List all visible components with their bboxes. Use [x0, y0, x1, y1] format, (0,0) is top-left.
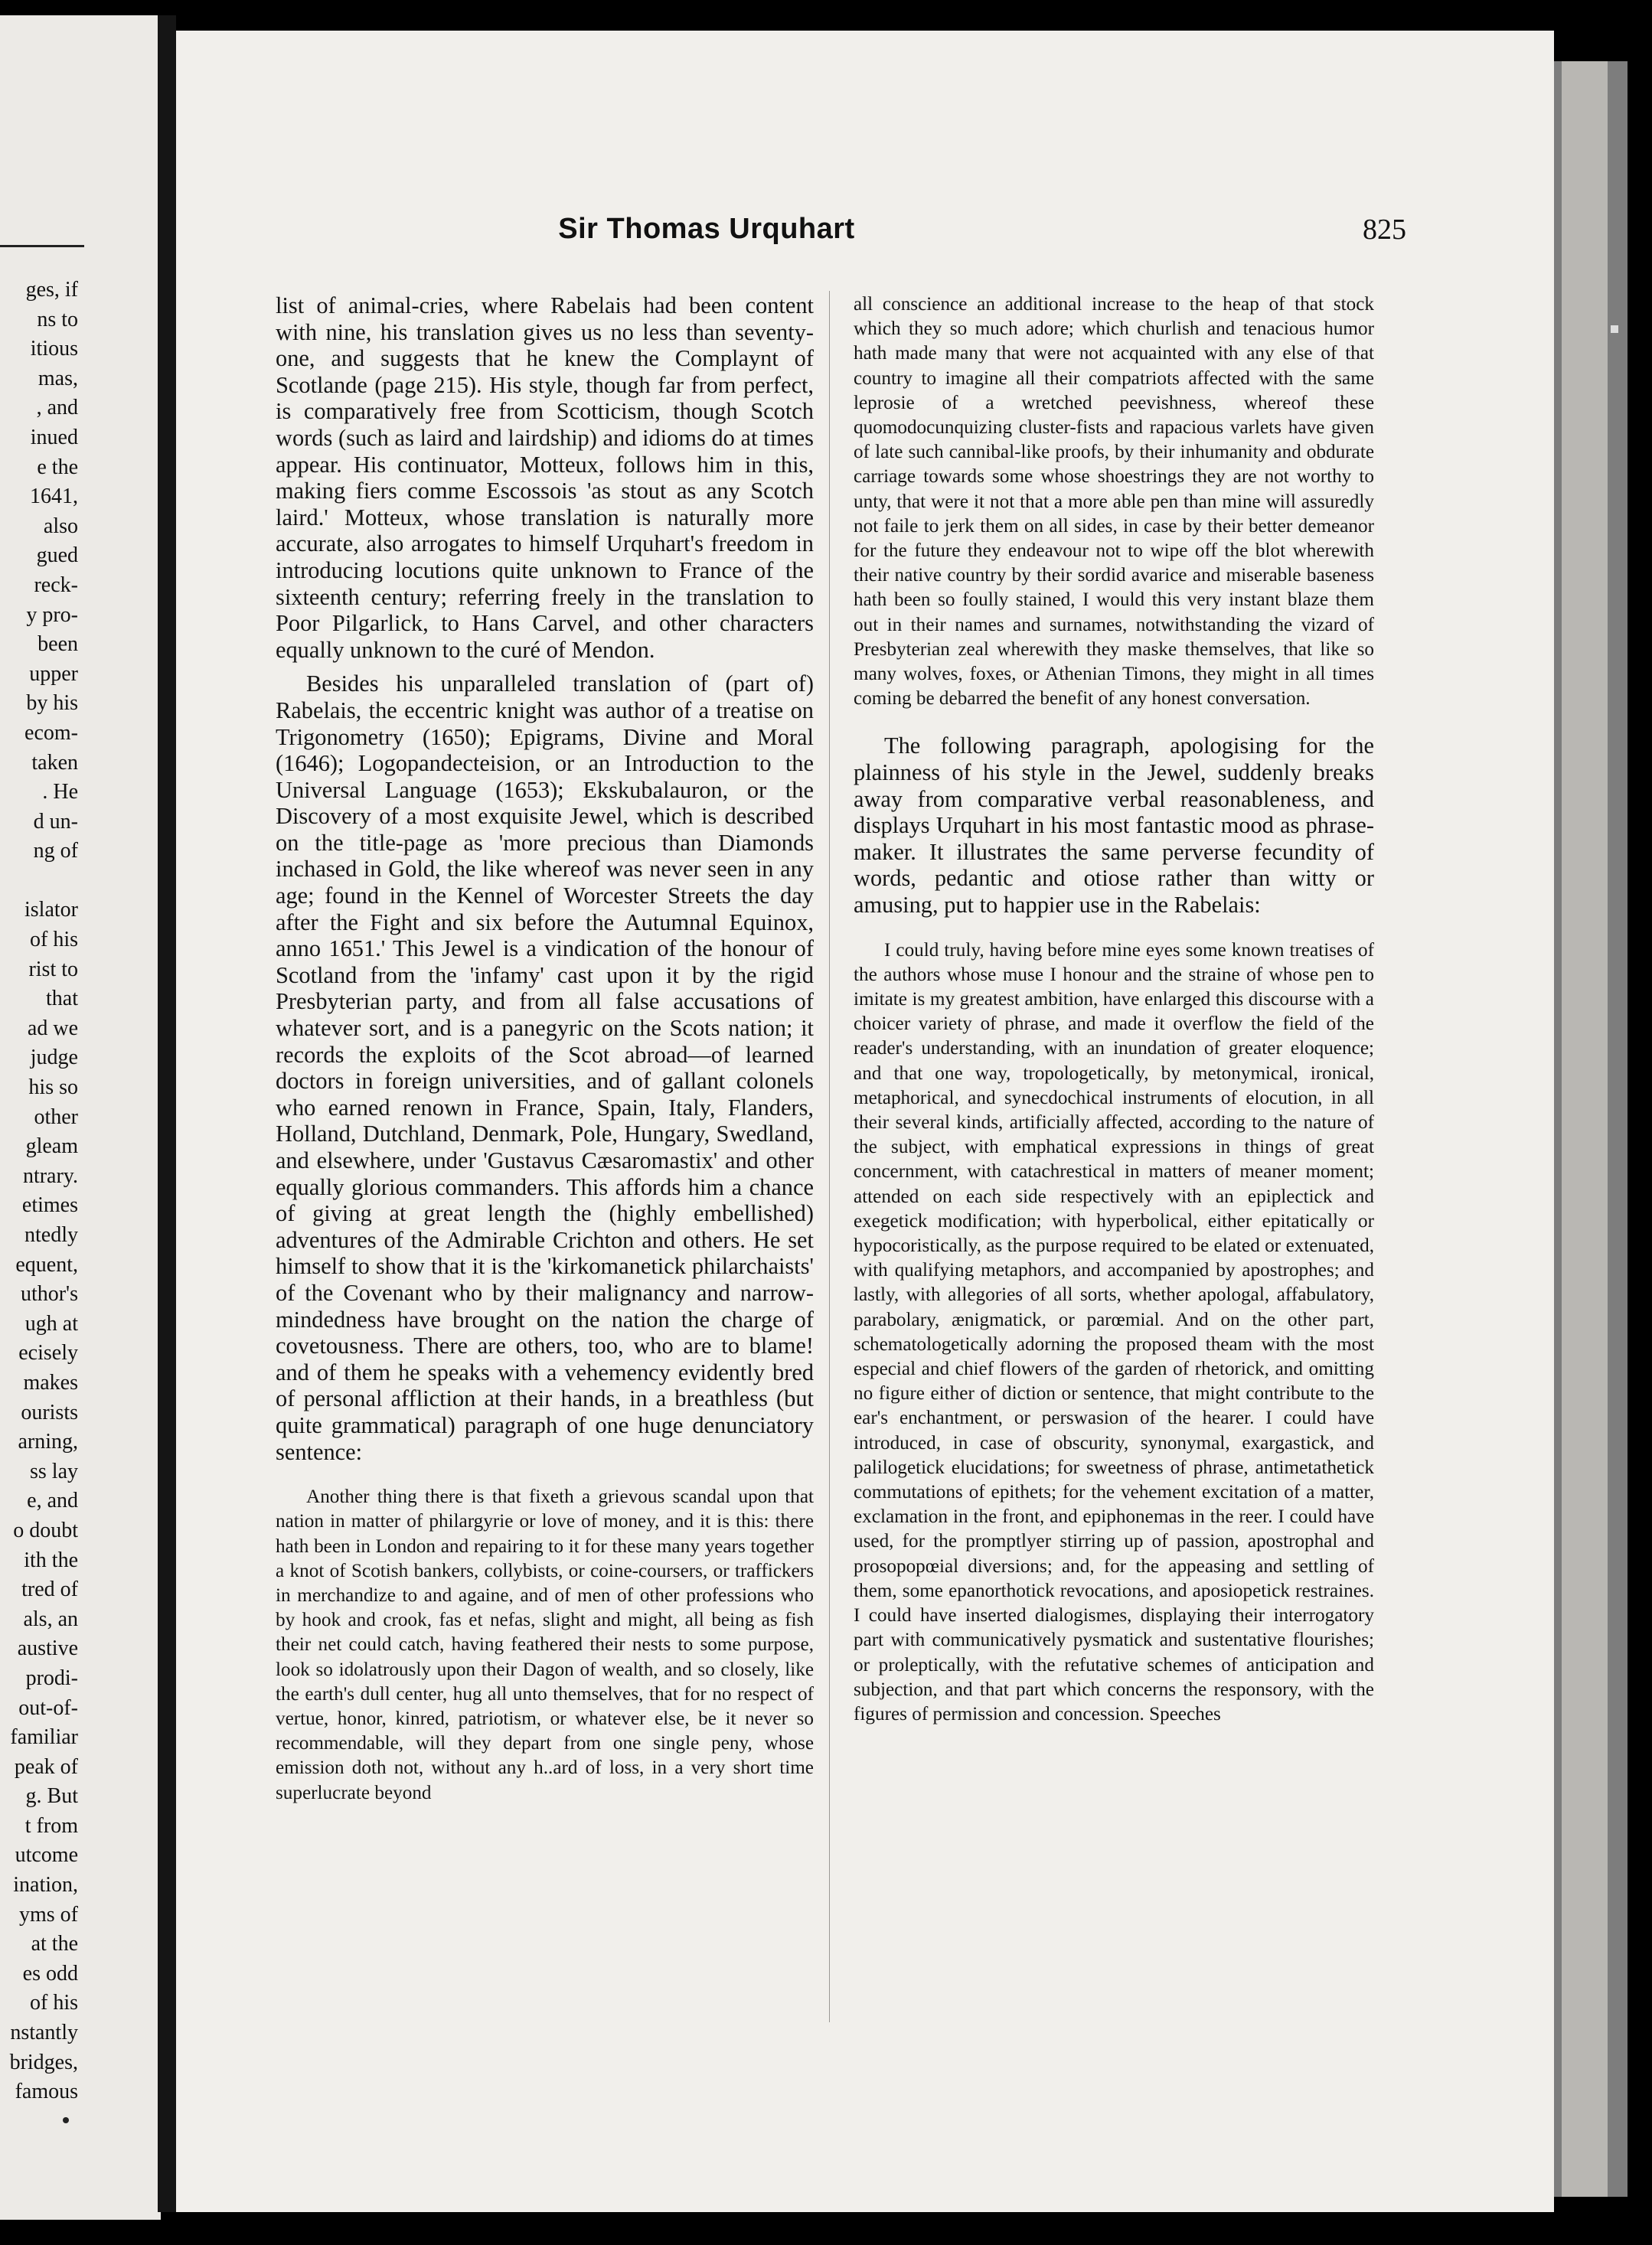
left-page-line: that	[46, 987, 78, 1011]
paragraph-rabelais-translation: list of animal-cries, where Rabelais had been content with nine, his translation gives us no less than seventy-one, and suggests that he knew the Complaynt of Scotlande (page 215). His style, though far from perfect, is comparatively free from Scotticism, though Scotch words (such as laird and lairdship) and idioms do at times appear. His continuator, Motteux, follows him in this, making fiers comme Escossois 'as stout as any Scotch laird.' Motteux, whose translation is naturally more accurate, also arrogates to himself Urquhart's freedom in introducing locutions quite unknown to France of the sixteenth century; referring freely in the translation to Poor Pilgarlick, to Hans Carvel, and other characters equally unknown to the curé of Mendon.	[276, 292, 814, 663]
left-page-line: ith the	[24, 1548, 78, 1572]
left-page-line: taken	[31, 750, 78, 775]
column-rule	[829, 291, 830, 2022]
left-page-line: 1641,	[30, 485, 78, 509]
left-page-line: e the	[37, 455, 78, 479]
left-page-line: tred of	[21, 1578, 78, 1602]
left-page-line: ntedly	[24, 1223, 78, 1247]
left-page-line: ntrary.	[22, 1163, 78, 1188]
page-number: 825	[1363, 214, 1406, 246]
left-page-line: ns to	[37, 307, 78, 331]
left-page-line: etimes	[21, 1193, 78, 1218]
left-page-line: equent,	[15, 1252, 78, 1277]
left-page-line: arning,	[18, 1430, 78, 1454]
left-facing-page	[0, 15, 161, 2220]
left-page-line: ad we	[27, 1016, 78, 1040]
block-quote-denunciation: Another thing there is that fixeth a grievous scandal upon that nation in matter of philargyrie or love of money, and it is this: there hath been in London and repairing to it for these many years together a knot of Scotish bankers, collybists, or coine-coursers, or traffickers in merchandize to and againe, and of men of other professions who by hook and crook, fas et nefas, slight and might, all being as fish their net could catch, having feathered their nests to some purpose, look so idolatrously upon their Dagon of wealth, and so closely, like the earth's dull center, hug all unto themselves, that for no respect of vertue, honor, kinred, patriotism, or whatever else, be it never so recommendable, will they depart from one single peny, whose emission doth not, without any h..ard of loss, in a very short time superlucrate beyond	[276, 1486, 814, 1803]
left-page-line: also	[43, 514, 78, 538]
left-page-line: rist to	[28, 957, 78, 981]
left-page-line: mas,	[38, 366, 78, 390]
left-page-line: of his	[30, 928, 78, 952]
page-edge	[1554, 61, 1628, 2197]
left-page-line: islator	[24, 898, 78, 922]
left-page-line: ugh at	[24, 1311, 78, 1336]
right-column	[854, 292, 1374, 1727]
left-page-line: d un-	[33, 809, 78, 834]
left-page-line: ges, if	[25, 278, 78, 302]
left-page-line: out-of-	[18, 1695, 78, 1720]
block-quote-jewel: I could truly, having before mine eyes some known treatises of the authors whose muse I honour and the straine of whose pen to imitate is my greatest ambition, have enlarged this discourse with a choicer variety of phrase, and made it overflow the field of the reader's understanding, with an inundation of greater eloquence; and that one way, tropologetically, by metonymical, ironical, metaphorical, and synecdochical instruments of elocution, in all their several kinds, artificially affected, according to the nature of the subject, with emphatical expressions in things of great concernment, with catachrestical in matters of meaner moment; attended on each side respectively with an epiplectick and exegetick modification; with hyperbolical, either epitatically or hypocoristically, as the purpose required to be elated or extenuated, with qualifying metaphors, and accompanied by apostrophes; and lastly, with allegories of all sorts, whether apologal, affabulatory, parabolary, ænigmatick, or parœmial. And on the other part, schematologetically adorning the proposed theam with the most especial and chief flowers of the garden of rhetorick, and omitting no figure either of diction or sentence, that might contribute to the ear's enchantment, or perswasion of the hearer. I could have introduced, in case of obscurity, synonymal, exargastick, and palilogetick elucidations; for sweetness of phrase, antimetathetick commutations of epithets; for the vehement excitation of a matter, exclamation in the front, and epiphonemas in the reer. I could have used, for the promptlyer stirring up of passion, apostrophal and prosopopœial diversions; and, for the appeasing and settling of them, some epanorthotick revocations, and aposiopetick restraines. I could have inserted dialogismes, displaying their interrogatory part with communicatively pysmatick and sustentative flourishes; or proleptically, with the refutative schemes of anticipation and subjection, and that part which concerns the responsory, with the figures of permission and concession. Speeches	[854, 939, 1374, 1725]
left-page-line: ng of	[33, 839, 78, 863]
left-page-line: bridges,	[9, 2050, 78, 2074]
left-page-line: reck-	[34, 573, 78, 597]
left-page-line: familiar	[10, 1725, 78, 1750]
paragraph-style-apology: The following paragraph, apologising for the plainness of his style in the Jewel, suddenly breaks away from comparative verbal reasonableness, and displays Urquhart in his most fantastic mood as phrase-maker. It illustrates the same perverse fecundity of words, pedantic and otiose rather than witty or amusing, put to happier use in the Rabelais:	[854, 733, 1374, 919]
book-gutter	[158, 15, 176, 2212]
left-page-line: y pro-	[26, 602, 78, 627]
paragraph-works: Besides his unparalleled translation of (part of) Rabelais, the eccentric knight was author of a treatise on Trigonometry (1650); Epigrams, Divine and Moral (1646); Logopandecteision, or an Introduction to the Universal Language (1653); Ekskubalauron, or the Discovery of a most exquisite Jewel, which is described on the title-page as 'more precious than Diamonds inchased in Gold, the like whereof was never seen in any age; found in the Kennel of Worcester Streets the day after the Fight and six before the Autumnal Equinox, anno 1651.' This Jewel is a vindication of the honour of Scotland from the 'infamy' cast upon it by the rigid Presbyterian party, and from all false accusations of whatever sort, and is a panegyric on the Scots nation; it records the exploits of the Scot abroad—of learned doctors in foreign universities, and of gallant colonels who earned renown in France, Spain, Italy, Flanders, Holland, Dutchland, Denmark, Pole, Hungary, Swedland, and elsewhere, under 'Gustavus Cæsaromastix' and other equally glorious commanders. This affords him a chance of giving at great length the (highly embellished) adventures of the Admirable Crichton and others. He set himself to show that it is the 'kirkomanetick philarchaists' of the Covenant who by their malignancy and narrow-mindedness have brought on the nation the charge of covetousness. There are others, too, who are to blame! and of them he speaks with a vehemency evidently bred of personal affliction at their hands, in a breathless (but quite grammatical) paragraph of one huge denunciatory sentence:	[276, 671, 814, 1465]
left-page-line: ecisely	[18, 1341, 78, 1366]
block-quote-continuation: all conscience an additional increase to the heap of that stock which they so much adore; which churlish and tenacious humor hath made many that were not acquainted with any else of that country to imagine all their compatriots affected with the same leprosie of a wretched peevishness, whereof these quomodocunquizing cluster-fists and rapacious varlets have given of late such cannibal-like proofs, by their inhumanity and obdurate carriage towards some whose shoestrings they are not worthy to unty, that were it not that a more able pen than mine will assuredly not faile to jerk them on all sides, in case by their better demeanor for the future they endeavour not to wipe off the blot wherewith their native country by their sordid avarice and miserable baseness hath been so foully stained, I would this very instant blaze them out in their names and surnames, notwithstanding the vizard of Presbyterian zeal wherewith they maske themselves, that like so many wolves, foxes, or Athenian Timons, they might in all times coming be debarred the benefit of any honest conversation.	[854, 294, 1374, 710]
scan-speck	[1611, 325, 1618, 333]
running-title: Sir Thomas Urquhart	[558, 213, 855, 245]
left-page-line: ination,	[13, 1873, 78, 1897]
left-page-line: t from	[24, 1813, 78, 1838]
left-page-line: ss lay	[30, 1459, 78, 1483]
left-page-mark	[63, 2117, 69, 2123]
left-page-line: utcome	[15, 1843, 78, 1868]
running-head	[176, 213, 1554, 259]
left-page-line: famous	[15, 2080, 78, 2104]
left-page-line: , and	[36, 396, 78, 420]
left-page-line: g. But	[25, 1784, 78, 1809]
left-page-line: o doubt	[13, 1518, 78, 1542]
left-page-line: yms of	[19, 1902, 78, 1927]
left-page-line: makes	[23, 1370, 78, 1395]
book-page	[176, 31, 1554, 2212]
left-page-line: at the	[31, 1932, 78, 1956]
left-column	[276, 292, 814, 1806]
left-page-line: . He	[42, 780, 78, 804]
left-page-line: upper	[29, 661, 78, 686]
left-page-line: ecom-	[24, 720, 78, 745]
left-page-line: als, an	[23, 1607, 78, 1631]
left-page-line: other	[34, 1105, 78, 1129]
left-page-line: been	[38, 632, 78, 657]
left-page-line: inued	[30, 425, 78, 449]
left-page-line: nstantly	[10, 2021, 78, 2045]
left-page-rule	[0, 245, 84, 247]
left-page-line: ourists	[21, 1400, 78, 1424]
left-page-line: gued	[36, 543, 78, 568]
left-page-line: peak of	[14, 1754, 78, 1779]
left-page-line: itious	[30, 337, 78, 361]
left-page-line: judge	[30, 1046, 78, 1070]
left-page-line: gleam	[25, 1134, 78, 1159]
left-page-line: es odd	[22, 1961, 78, 1986]
left-page-line: by his	[26, 691, 78, 716]
left-page-line: his so	[28, 1075, 78, 1100]
left-page-line: uthor's	[20, 1282, 78, 1307]
left-page-line: austive	[17, 1636, 78, 1661]
left-page-line	[10, 866, 78, 896]
left-page-line: of his	[30, 1991, 78, 2015]
left-page-line: e, and	[27, 1489, 78, 1513]
left-page-line: prodi-	[25, 1666, 78, 1690]
left-page-text-fragment	[10, 276, 78, 2107]
